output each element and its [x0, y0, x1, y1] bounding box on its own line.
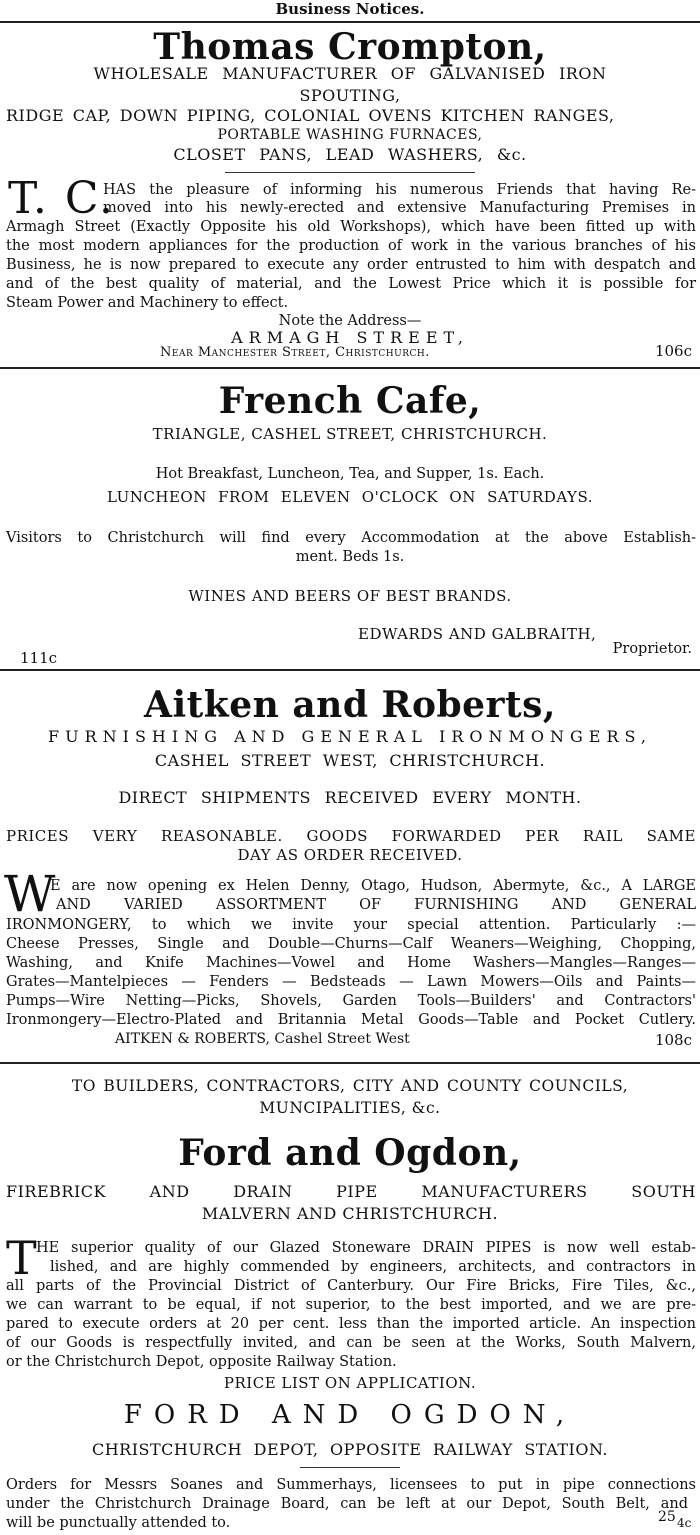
divider [0, 669, 700, 671]
aitken-prices-line2: DAY AS ORDER RECEIVED. [237, 846, 463, 864]
cafe-name: French Cafe, [218, 380, 482, 422]
ford-body-line: of our Goods is respectfully invited, and can be seen at the Works, South Malvern, [6, 1335, 696, 1351]
ford-intro-line2: MUNCIPALITIES, &c. [259, 1099, 441, 1117]
cafe-proprietors: EDWARDS AND GALBRAITH, [358, 625, 597, 643]
ford-orders-line: Orders for Messrs Soanes and Summerhays, licensees to put in pipe connections [6, 1477, 696, 1493]
ford-trade-line2: MALVERN AND CHRISTCHURCH. [201, 1204, 499, 1223]
aitken-name: Aitken and Roberts, [144, 684, 556, 726]
cafe-visitors-line1: Visitors to Christchurch will find every Accommodation at the above Establish- [6, 530, 696, 546]
crompton-body-line: and of the best quality of material, and the Lowest Price which it is possible for [6, 276, 696, 292]
aitken-body-line: Ironmongery—Electro-Plated and Britannia Metal Goods—Table and Pocket Cutlery. [6, 1012, 696, 1028]
crompton-trade-line5: CLOSET PANS, LEAD WASHERS, &c. [173, 145, 527, 164]
aitken-signature: AITKEN & ROBERTS, Cashel Street West [115, 1031, 410, 1047]
cafe-wines: WINES AND BEERS OF BEST BRANDS. [188, 587, 512, 605]
ford-name-caps: FORD AND OGDON, [123, 1400, 577, 1430]
ford-ref-number: 25 [658, 1509, 676, 1525]
aitken-prices-line1: PRICES VERY REASONABLE. GOODS FORWARDED PER RAIL SAME [6, 827, 696, 845]
crompton-name: Thomas Crompton, [153, 26, 547, 68]
divider [0, 21, 700, 23]
crompton-trade-line1: WHOLESALE MANUFACTURER OF GALVANISED IRON [93, 64, 607, 83]
divider [225, 172, 475, 173]
aitken-body-line: Cheese Presses, Single and Double—Churns—Calf Weaners—Weighing, Chopping, [6, 936, 696, 952]
ford-body-line: lished, and are highly commended by engineers, architects, and contractors in [50, 1259, 696, 1275]
aitken-body-line: Grates—Mantelpieces — Fenders — Bedsteads — Lawn Mowers—Oils and Paints— [6, 974, 696, 990]
ford-body-line: or the Christchurch Depot, opposite Railway Station. [6, 1354, 397, 1370]
divider [0, 367, 700, 369]
divider [0, 1062, 700, 1064]
ford-body-line: all parts of the Provincial District of Canterbury. Our Fire Bricks, Fire Tiles, &c., [6, 1278, 696, 1294]
aitken-shipments: DIRECT SHIPMENTS RECEIVED EVERY MONTH. [118, 788, 582, 807]
cafe-visitors-line2: ment. Beds 1s. [295, 549, 405, 565]
aitken-body-line: Pumps—Wire Netting—Picks, Shovels, Garden Tools—Builders' and Contractors' [6, 993, 696, 1009]
crompton-note: Note the Address— [278, 313, 422, 329]
section-header: Business Notices. [275, 0, 425, 18]
divider [300, 1467, 400, 1468]
crompton-body-line: HAS the pleasure of informing his numerous Friends that having Re- [103, 182, 696, 198]
crompton-trade-line3: RIDGE CAP, DOWN PIPING, COLONIAL OVENS KITCHEN RANGES, [6, 106, 615, 125]
aitken-body-line: Washing, and Knife Machines—Vowel and Home Washers—Mangles—Ranges— [6, 955, 696, 971]
cafe-location: TRIANGLE, CASHEL STREET, CHRISTCHURCH. [152, 425, 548, 443]
crompton-address: Near Manchester Street, Christchurch. [160, 345, 430, 360]
ford-orders-line: under the Christchurch Drainage Board, can be left at our Depot, South Belt, and [6, 1496, 688, 1512]
ford-name: Ford and Ogdon, [178, 1132, 522, 1174]
ford-body-line: HE superior quality of our Glazed Stoneware DRAIN PIPES is now well estab- [36, 1240, 696, 1256]
cafe-proprietor-label: Proprietor. [612, 641, 692, 657]
cafe-saturday: LUNCHEON FROM ELEVEN O'CLOCK ON SATURDAYS. [107, 488, 593, 506]
ford-depot: CHRISTCHURCH DEPOT, OPPOSITE RAILWAY STATION. [91, 1440, 609, 1459]
ford-body-line: we can warrant to be equal, if not superior, to the best imported, and we are pre- [6, 1297, 696, 1313]
crompton-body-line: Armagh Street (Exactly Opposite his old Workshops), which have been fitted up with [6, 219, 696, 235]
crompton-body-line: Business, he is now prepared to execute any order entrusted to him with despatch and [6, 257, 696, 273]
crompton-body-line: moved into his newly-erected and extensive Manufacturing Premises in [103, 200, 696, 216]
aitken-address: CASHEL STREET WEST, CHRISTCHURCH. [154, 751, 546, 770]
crompton-trade-line2: SPOUTING, [299, 86, 401, 105]
aitken-dropcap: W [4, 865, 56, 923]
ford-body-line: pared to execute orders at 20 per cent. less than the imported article. An inspection [6, 1316, 696, 1332]
crompton-dropcap: T. C. [8, 173, 115, 224]
ford-orders-line: will be punctually attended to. [6, 1515, 231, 1531]
crompton-street: ARMAGH STREET, [231, 328, 469, 347]
cafe-meals: Hot Breakfast, Luncheon, Tea, and Supper, 1s. Each. [155, 466, 545, 482]
ford-trade-line1: FIREBRICK AND DRAIN PIPE MANUFACTURERS SOUTH [6, 1182, 696, 1201]
aitken-body-line: E are now opening ex Helen Denny, Otago, Hudson, Abermyte, &c., A LARGE [50, 878, 696, 894]
ford-intro-line1: TO BUILDERS, CONTRACTORS, CITY AND COUNTY COUNCILS, [71, 1077, 629, 1095]
aitken-body-line: AND VARIED ASSORTMENT OF FURNISHING AND GENERAL [56, 897, 696, 913]
ford-ref-suffix: 4c [677, 1516, 692, 1530]
aitken-ref: 108c [654, 1031, 692, 1049]
aitken-body-line: IRONMONGERY, to which we invite your special attention. Particularly :— [6, 917, 696, 933]
aitken-trade: FURNISHING AND GENERAL IRONMONGERS, [48, 727, 652, 746]
crompton-body-line: the most modern appliances for the production of work in the various branches of his [6, 238, 696, 254]
cafe-ref: 111c [20, 649, 58, 667]
ford-price-list: PRICE LIST ON APPLICATION. [223, 1374, 477, 1392]
crompton-body-line: Steam Power and Machinery to effect. [6, 295, 289, 311]
crompton-ref: 106c [654, 342, 692, 360]
ford-dropcap: T [6, 1231, 37, 1285]
crompton-trade-line4: PORTABLE WASHING FURNACES, [217, 127, 483, 143]
